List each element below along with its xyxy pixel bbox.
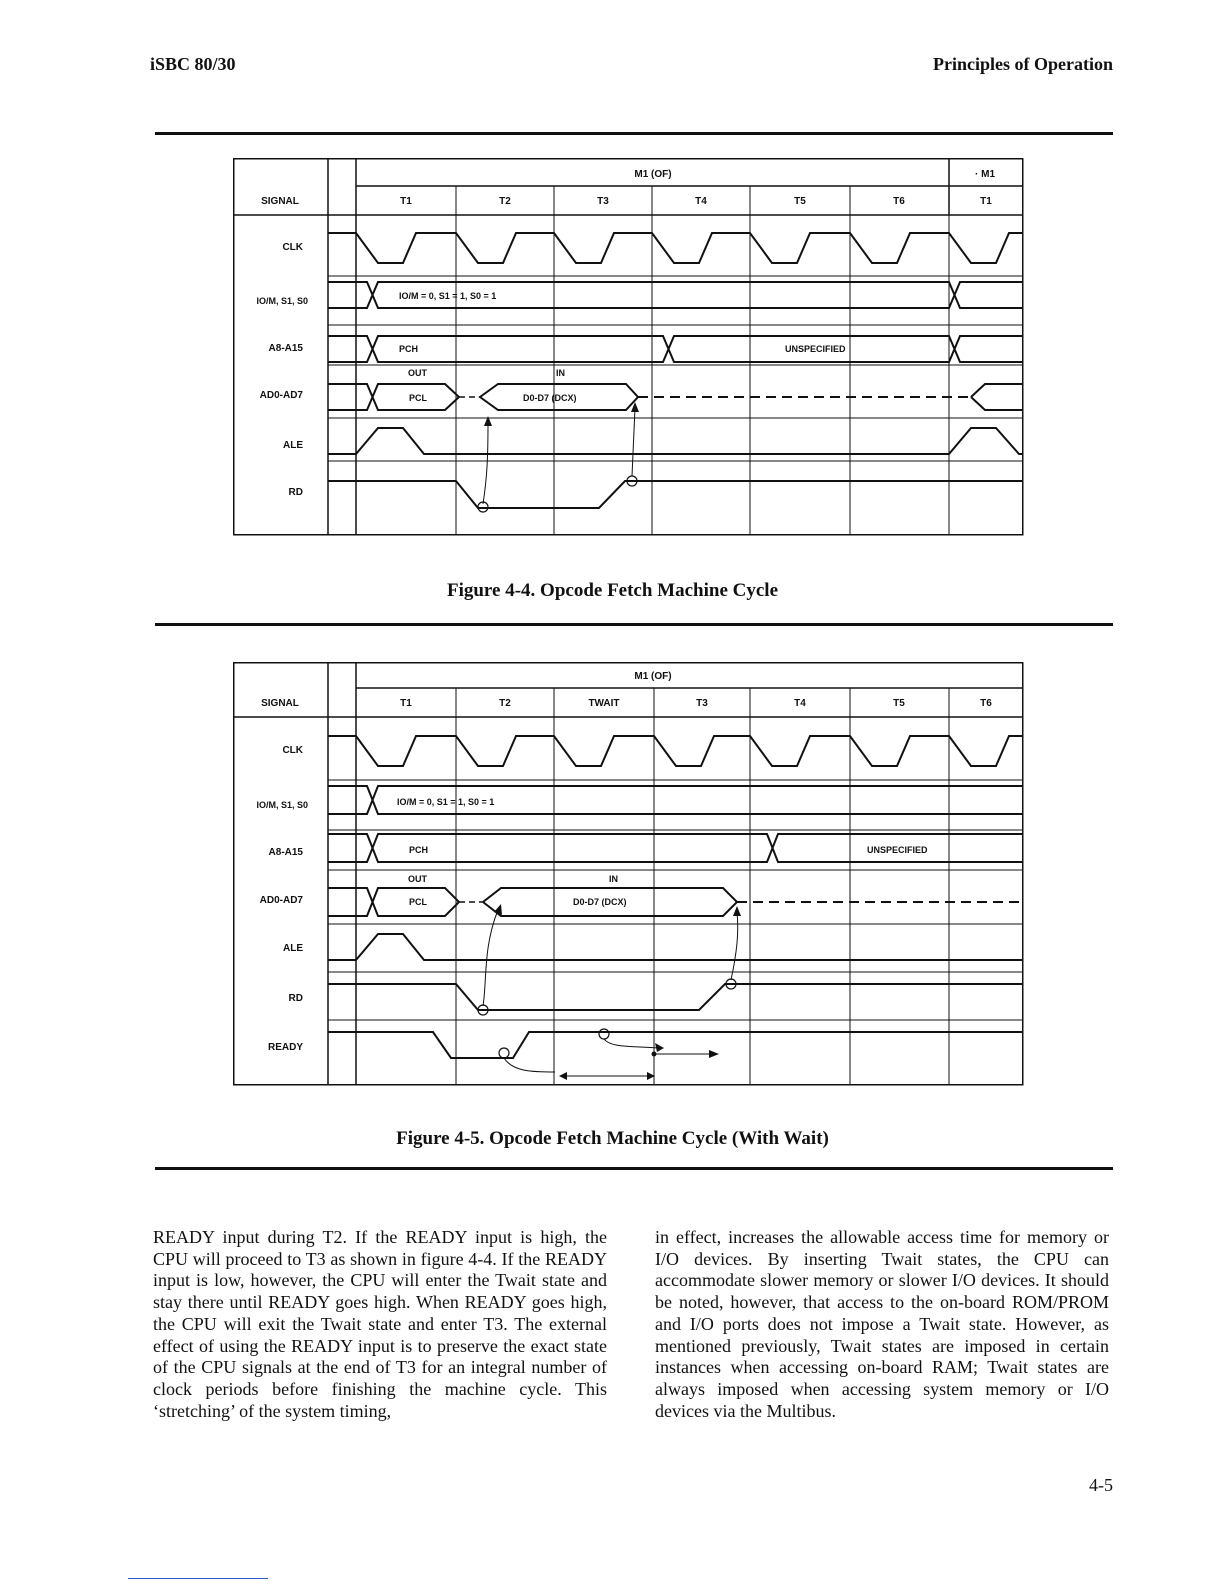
signal-column-header: SIGNAL — [261, 196, 299, 207]
in-label: IN — [609, 874, 618, 884]
data-label: D0-D7 (DCX) — [523, 393, 577, 403]
iom-value-label: IO/M = 0, S1 = 1, S0 = 1 — [399, 291, 497, 301]
signal-name-clk: CLK — [282, 242, 303, 253]
state-label: T6 — [980, 698, 992, 709]
figure-4-5-caption: Figure 4-5. Opcode Fetch Machine Cycle (With Wait) — [396, 1128, 829, 1149]
footer-link-line — [128, 1578, 268, 1579]
mid-rule — [155, 623, 1113, 626]
ale-waveform — [328, 428, 1023, 454]
state-label: T1 — [400, 196, 412, 207]
body-paragraph-right: in effect, increases the allowable access time for memory or I/O devices. By inserting Twait states, the CPU can accommodate slower memory or slower I/O devices. It should be noted, however, that access to the on-board ROM/PROM and I/O ports does not impose a Twait state. However, as mentioned previously, Twait states are imposed in certain instances when accessing on-board RAM; Twait states are always imposed when accessing system memory or I/O devices via the Multibus. — [655, 1227, 1109, 1421]
signal-name-iom: IO/M, S1, S0 — [256, 296, 308, 306]
state-label: T5 — [893, 698, 905, 709]
signal-name-clk: CLK — [282, 745, 303, 756]
state-label: TWAIT — [588, 698, 620, 709]
data-label: D0-D7 (DCX) — [573, 897, 627, 907]
state-label: T3 — [696, 698, 708, 709]
body-column-right — [655, 1227, 1109, 1422]
top-rule — [155, 132, 1113, 135]
unspecified-label: UNSPECIFIED — [785, 344, 846, 354]
address-bus — [328, 336, 1023, 362]
state-label: T4 — [794, 698, 806, 709]
signal-name-addr-data: AD0-AD7 — [259, 390, 303, 401]
state-label: T6 — [893, 196, 905, 207]
state-label: T2 — [499, 196, 511, 207]
figure-4-4-timing-diagram — [233, 158, 1025, 543]
state-label: T4 — [695, 196, 707, 207]
unspecified-label: UNSPECIFIED — [867, 845, 928, 855]
in-label: IN — [556, 368, 565, 378]
figure-4-5-timing-diagram — [233, 662, 1025, 1092]
pcl-label: PCL — [409, 393, 427, 403]
iom-value-label: IO/M = 0, S1 = 1, S0 = 1 — [397, 797, 495, 807]
clk-waveform — [328, 233, 1023, 263]
running-header-right: Principles of Operation — [933, 54, 1113, 74]
body-paragraph-left: READY input during T2. If the READY input is high, the CPU will proceed to T3 as shown in figure 4-4. If the READY input is low, however, the CPU will enter the Twait state and stay there until READY goes high. When READY goes high, the CPU will exit the Twait state and enter T3. The external effect of using the READY input is to preserve the exact state of the CPU signals at the end of T3 for an integral number of clock periods before finishing the machine cycle. This ‘stretching’ of the system timing, — [153, 1227, 607, 1421]
out-label: OUT — [408, 874, 427, 884]
rd-waveform — [328, 481, 1023, 508]
state-label: T1 — [980, 196, 992, 207]
state-label: T3 — [597, 196, 609, 207]
page-number: 4-5 — [1089, 1475, 1113, 1495]
bottom-rule — [155, 1167, 1113, 1170]
signal-name-address: A8-A15 — [268, 847, 303, 858]
running-header-left: iSBC 80/30 — [150, 54, 236, 74]
signal-name-rd: RD — [288, 487, 303, 498]
signal-column-header: SIGNAL — [261, 698, 299, 709]
signal-name-ready: READY — [267, 1042, 303, 1053]
state-label: T5 — [794, 196, 806, 207]
signal-name-ale: ALE — [283, 943, 303, 954]
signal-name-rd: RD — [288, 993, 303, 1004]
body-column-left — [153, 1227, 607, 1422]
ale-waveform — [328, 934, 1023, 960]
figure-frame — [234, 663, 1023, 1085]
rd-waveform — [328, 984, 1023, 1010]
out-label: OUT — [408, 368, 427, 378]
pcl-label: PCL — [409, 897, 427, 907]
addr-data-bus — [328, 384, 459, 410]
pch-label: PCH — [399, 344, 419, 354]
clk-waveform — [328, 736, 1023, 766]
state-label: T1 — [400, 698, 412, 709]
next-cycle-label: · M1 — [975, 169, 995, 180]
state-label: T2 — [499, 698, 511, 709]
signal-name-address: A8-A15 — [268, 343, 303, 354]
machine-cycle-label: M1 (OF) — [634, 169, 672, 180]
pch-label: PCH — [409, 845, 429, 855]
signal-name-iom: IO/M, S1, S0 — [256, 800, 308, 810]
figure-4-4-caption: Figure 4-4. Opcode Fetch Machine Cycle — [446, 580, 779, 601]
signal-name-addr-data: AD0-AD7 — [259, 895, 303, 906]
machine-cycle-label: M1 (OF) — [634, 671, 672, 682]
signal-name-ale: ALE — [283, 440, 303, 451]
addr-data-bus — [328, 888, 459, 916]
